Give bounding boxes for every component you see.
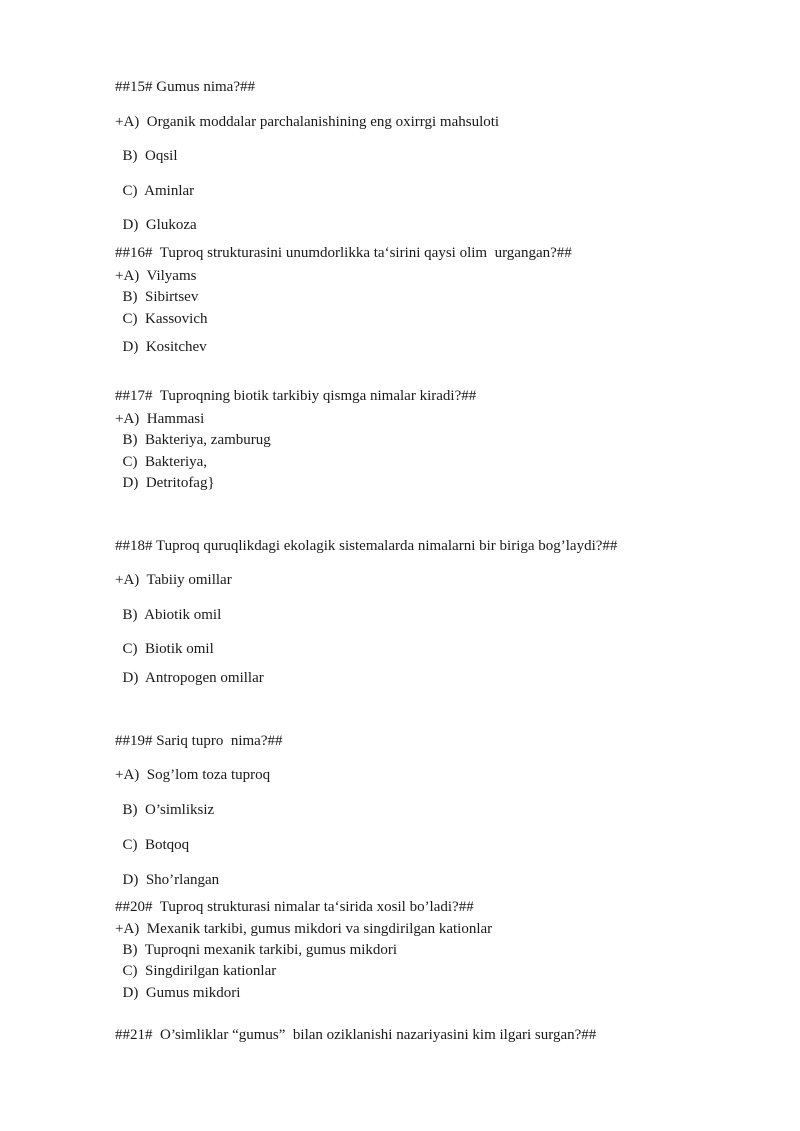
- question-20-option-c: C) Singdirilgan kationlar: [115, 963, 277, 979]
- question-15-option-c: C) Aminlar: [115, 183, 195, 199]
- question-16-heading: ##16# Tuproq strukturasini unumdorlikka ta‘sirini qaysi olim urgangan?##: [115, 245, 572, 261]
- question-16-option-a: +A) Vilyams: [115, 268, 197, 284]
- question-20-heading: ##20# Tuproq strukturasi nimalar ta‘sirida xosil bo’ladi?##: [115, 899, 474, 915]
- question-21-heading: ##21# O’simliklar “gumus” bilan oziklanishi nazariyasini kim ilgari surgan?##: [115, 1027, 597, 1043]
- question-19-option-c: C) Botqoq: [115, 837, 190, 853]
- question-18-option-b: B) Abiotik omil: [115, 607, 222, 623]
- question-15-option-d: D) Glukoza: [115, 217, 197, 233]
- question-17-option-d: D) Detritofag}: [115, 475, 215, 491]
- question-19-option-d: D) Sho’rlangan: [115, 872, 220, 888]
- question-16-option-b: B) Sibirtsev: [115, 289, 199, 305]
- question-17-option-b: B) Bakteriya, zamburug: [115, 432, 271, 448]
- question-20-option-a: +A) Mexanik tarkibi, gumus mikdori va singdirilgan kationlar: [115, 921, 493, 937]
- question-18-heading: ##18# Tuproq quruqlikdagi ekolagik sistemalarda nimalarni bir biriga bog’laydi?##: [115, 538, 618, 554]
- question-19-option-a: +A) Sog’lom toza tuproq: [115, 767, 271, 783]
- question-17-option-c: C) Bakteriya,: [115, 454, 208, 470]
- question-19-option-b: B) O’simliksiz: [115, 802, 215, 818]
- question-19-heading: ##19# Sariq tupro nima?##: [115, 733, 283, 749]
- question-15-heading: ##15# Gumus nima?##: [115, 79, 255, 95]
- question-17-option-a: +A) Hammasi: [115, 411, 205, 427]
- question-15-option-b: B) Oqsil: [115, 148, 178, 164]
- question-18-option-a: +A) Tabiiy omillar: [115, 572, 232, 588]
- question-18-option-d: D) Antropogen omillar: [115, 670, 264, 686]
- question-17-heading: ##17# Tuproqning biotik tarkibiy qismga nimalar kiradi?##: [115, 388, 477, 404]
- question-20-option-b: B) Tuproqni mexanik tarkibi, gumus mikdori: [115, 942, 398, 958]
- question-20-option-d: D) Gumus mikdori: [115, 985, 241, 1001]
- question-16-option-d: D) Kositchev: [115, 339, 207, 355]
- question-15-option-a: +A) Organik moddalar parchalanishining eng oxirrgi mahsuloti: [115, 114, 500, 130]
- question-16-option-c: C) Kassovich: [115, 311, 208, 327]
- question-18-option-c: C) Biotik omil: [115, 641, 214, 657]
